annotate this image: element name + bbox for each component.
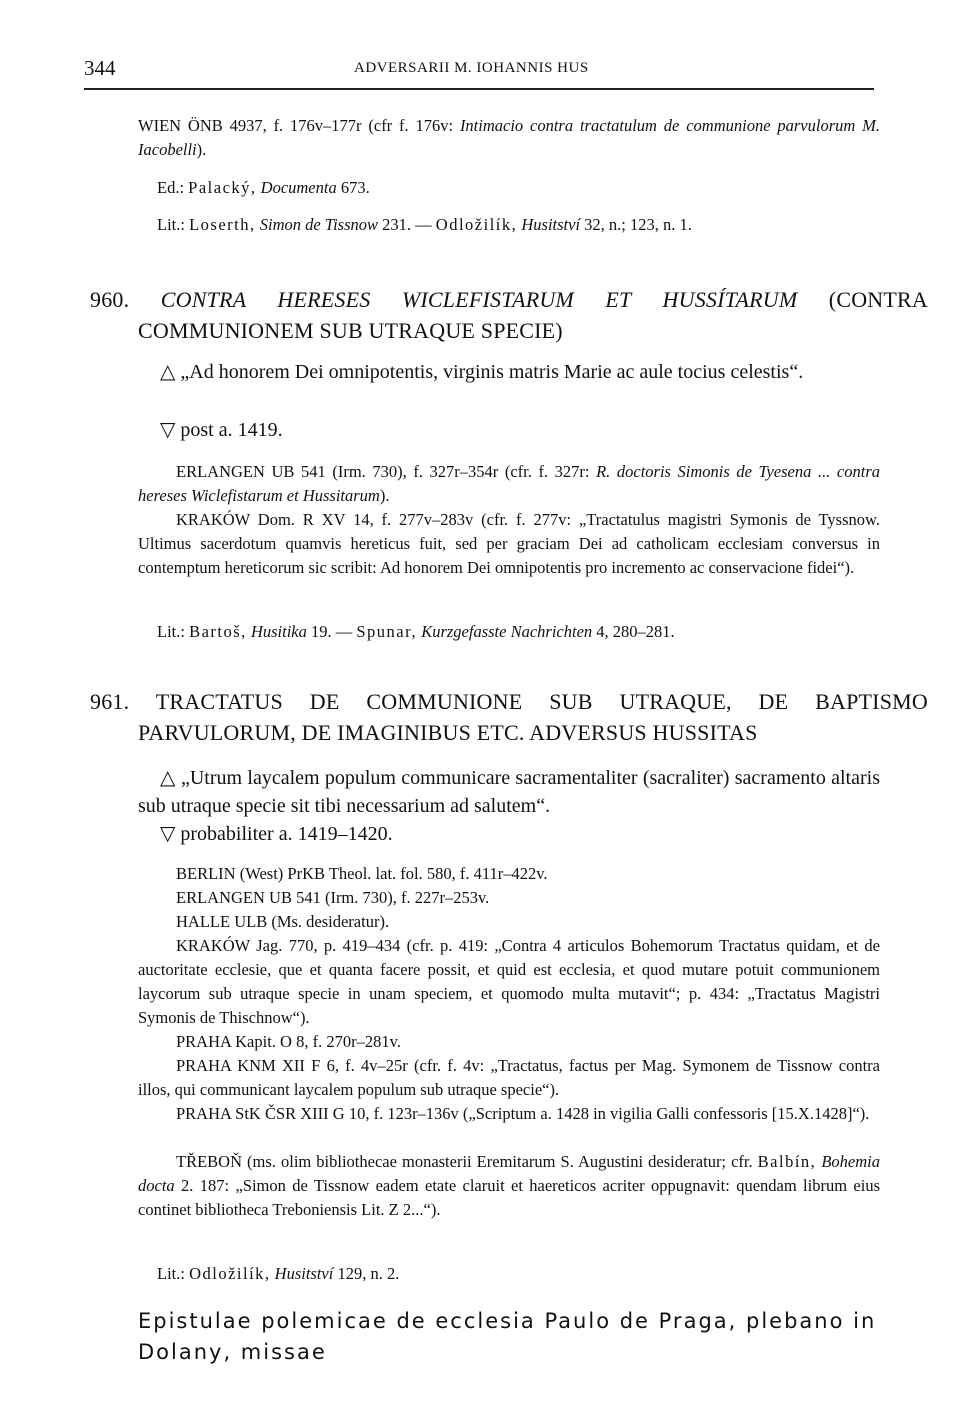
prev-manuscript: WIEN ÖNB 4937, f. 176v–177r (cfr f. 176v: Intimacio contra tractatulum de communione parvulorum M. Iacobelli). xyxy=(138,116,881,159)
incipit-triangle-icon: △ xyxy=(160,361,176,383)
entry-961-literature: Lit.: Odložilík, Husitství 129, n. 2. xyxy=(157,1264,400,1283)
running-header xyxy=(84,56,874,90)
entry-961-incipit: △ „Utrum laycalem populum communicare sacramentaliter (sacraliter) sacramento altaris sub utraque specie sit tibi necessarium ad salutem“. xyxy=(138,767,880,817)
entry-960-manuscript-2: KRAKÓW Dom. R XV 14, f. 277v–283v (cfr. f. 277v: „Tractatulus magistri Symonis de Tyssnow. Ultimus sacerdotum quamvis hereticus fuit, sed per graciam Dei ad catholicam ecclesiam conversus in contemptum hereticorum sic scribit: Ad honorem Dei omnipotentis pro incremento ac conservacione fidei“). xyxy=(138,510,880,577)
entry-960-title: 960. CONTRA HERESES WICLEFISTARUM ET HUSSÍTARUM (CONTRA COMMUNIONEM SUB UTRAQUE SPECIE) xyxy=(90,287,928,343)
entry-960-date: ▽ post a. 1419. xyxy=(160,419,283,441)
section-heading: Epistulae polemicae de ecclesia Paulo de Praga, plebano in Dolany, missae xyxy=(138,1309,877,1364)
entry-960-manuscript-1: ERLANGEN UB 541 (Irm. 730), f. 327r–354r (cfr. f. 327r: R. doctoris Simonis de Tyesena ... contra hereses Wiclefistarum et Hussitarum). xyxy=(138,462,881,505)
entry-961-manuscript-3: HALLE ULB (Ms. desideratur). xyxy=(176,912,390,931)
incipit-triangle-icon: △ xyxy=(160,767,176,789)
running-title: ADVERSARII M. IOHANNIS HUS xyxy=(354,60,589,76)
entry-961-manuscript-4: KRAKÓW Jag. 770, p. 419–434 (cfr. p. 419: „Contra 4 articulos Bohemorum Tractatus quidam, et de auctoritate ecclesie, que et quanta facere possit, et quid est ecclesia, et quod mutare potuit communionem laycorum sub utraque specie in unam speciem, et quomodo multa mutavit“; p. 434: „Tractatus Magistri Symonis de Thischnow“). xyxy=(138,936,880,1027)
date-triangle-icon: ▽ xyxy=(160,419,176,441)
entry-961-manuscript-5: PRAHA Kapit. O 8, f. 270r–281v. xyxy=(176,1032,401,1051)
entry-961-title: 961. TRACTATUS DE COMMUNIONE SUB UTRAQUE, DE BAPTISMO PARVULORUM, DE IMAGINIBUS ETC. ADVERSUS HUSSITAS xyxy=(90,689,928,745)
prev-edition: Ed.: Palacký, Documenta 673. xyxy=(157,178,370,197)
entry-961-manuscript-7: PRAHA StK ČSR XIII G 10, f. 123r–136v („Scriptum a. 1428 in vigilia Galli confessoris [15.X.1428]“). xyxy=(176,1104,870,1123)
page-number: 344 xyxy=(84,56,116,80)
entry-961-manuscript-1: BERLIN (West) PrKB Theol. lat. fol. 580, f. 411r–422v. xyxy=(176,864,548,883)
entry-961-manuscript-8: TŘEBOŇ (ms. olim bibliothecae monasterii Eremitarum S. Augustini desideratur; cfr. Balbín, Bohemia docta 2. 187: „Simon de Tissnow eadem etate claruit et haereticos acriter oppugnavit: quendam librum eius continet bibliotheca Treboniensis Lit. Z 2...“). xyxy=(138,1152,880,1219)
entry-960-incipit: △ „Ad honorem Dei omnipotentis, virginis matris Marie ac aule tocius celestis“. xyxy=(160,361,804,383)
entry-961-manuscript-2: ERLANGEN UB 541 (Irm. 730), f. 227r–253v. xyxy=(176,888,490,907)
entry-961-date: ▽ probabiliter a. 1419–1420. xyxy=(160,823,393,845)
entry-961-manuscript-6: PRAHA KNM XII F 6, f. 4v–25r (cfr. f. 4v: „Tractatus, factus per Mag. Symonem de Tissnow contra illos, qui communicant laycalem populum sub utraque specie“). xyxy=(138,1056,880,1099)
date-triangle-icon: ▽ xyxy=(160,823,176,845)
entry-960-literature: Lit.: Bartoš, Husitika 19. — Spunar, Kurzgefasste Nachrichten 4, 280–281. xyxy=(157,622,675,641)
prev-literature: Lit.: Loserth, Simon de Tissnow 231. — Odložilík, Husitství 32, n.; 123, n. 1. xyxy=(157,215,692,234)
